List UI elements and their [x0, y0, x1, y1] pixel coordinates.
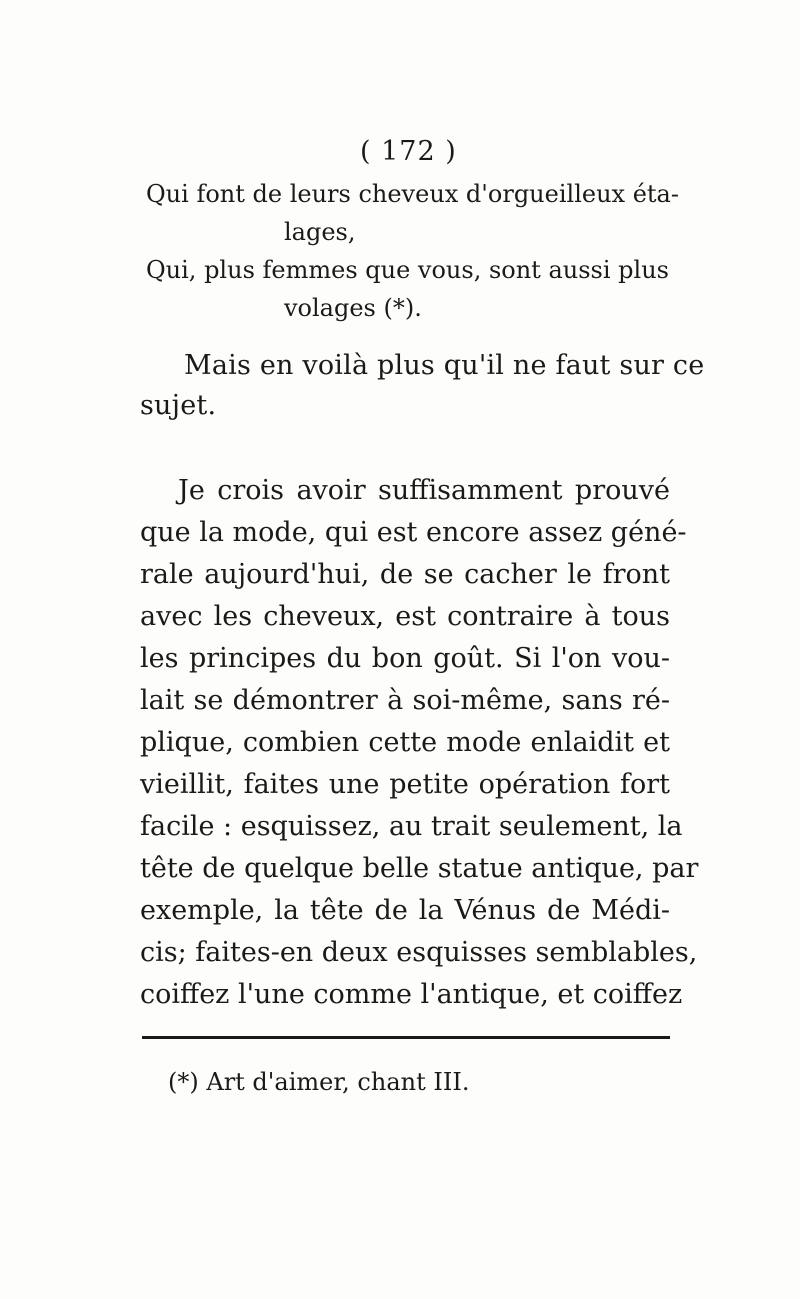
paragraph-line: plique, combien cette mode enlaidit et: [140, 727, 670, 758]
footnote: (*) Art d'aimer, chant III.: [168, 1068, 470, 1096]
paragraph-line: avec les cheveux, est contraire à tous: [140, 601, 670, 632]
paragraph-line: les principes du bon goût. Si l'on vou-: [140, 643, 670, 674]
verse-line: Qui font de leurs cheveux d'orgueilleux éta-: [146, 180, 679, 208]
paragraph-line: sujet.: [140, 390, 217, 421]
paragraph-line: facile : esquissez, au trait seulement, la: [140, 811, 683, 842]
paragraph-line: Je crois avoir suffisamment prouvé: [178, 475, 670, 506]
paragraph-line: tête de quelque belle statue antique, par: [140, 853, 699, 884]
paragraph-line: coiffez l'une comme l'antique, et coiffez: [140, 979, 683, 1010]
paragraph-line: exemple, la tête de la Vénus de Médi-: [140, 895, 670, 926]
paragraph-line: vieillit, faites une petite opération fort: [140, 769, 670, 800]
paragraph-line: rale aujourd'hui, de se cacher le front: [140, 559, 670, 590]
paragraph-line: que la mode, qui est encore assez géné-: [140, 517, 687, 548]
paragraph-line: lait se démontrer à soi-même, sans ré-: [140, 685, 670, 716]
page-number: ( 172 ): [360, 136, 457, 167]
verse-line: volages (*).: [284, 294, 422, 322]
paragraph-line: cis; faites-en deux esquisses semblables,: [140, 937, 698, 968]
verse-line: lages,: [284, 218, 356, 246]
footnote-rule: [142, 1036, 670, 1039]
paragraph-line: Mais en voilà plus qu'il ne faut sur ce: [184, 350, 705, 381]
verse-line: Qui, plus femmes que vous, sont aussi plus: [146, 256, 669, 284]
